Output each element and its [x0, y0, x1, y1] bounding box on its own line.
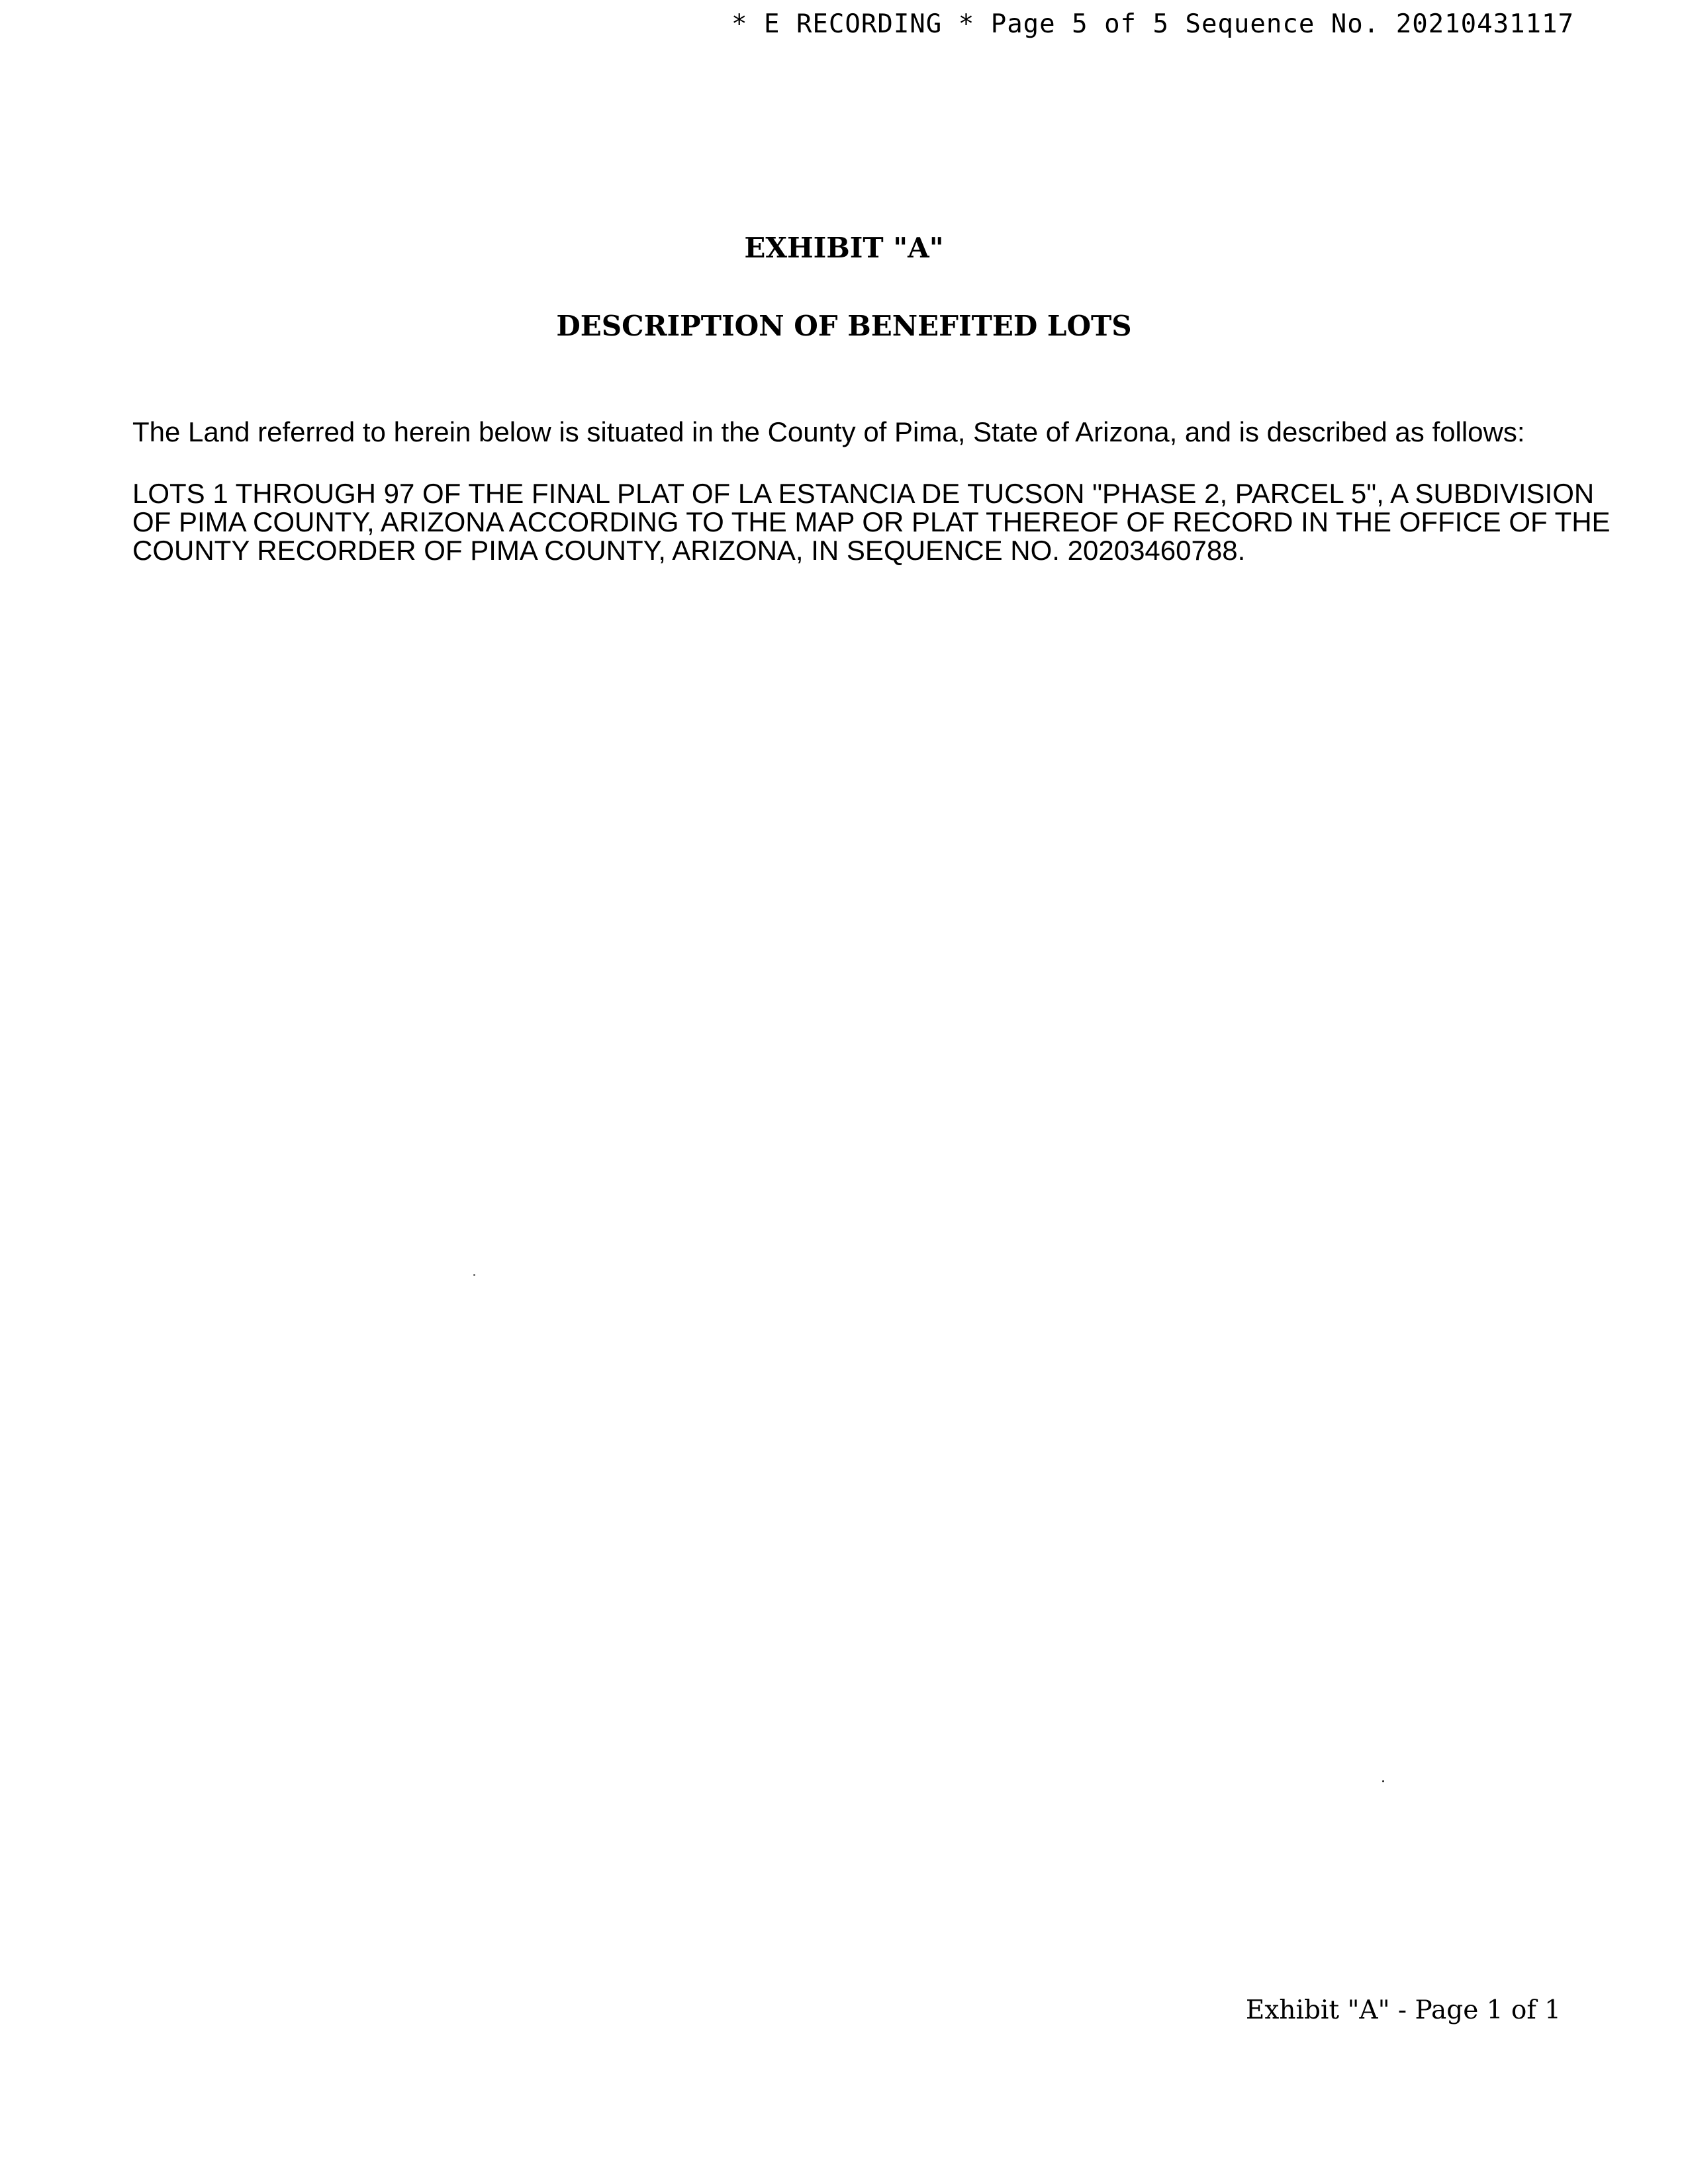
- legal-description-line: LOTS 1 THROUGH 97 OF THE FINAL PLAT OF LA ESTANCIA DE TUCSON "PHASE 2, PARCEL 5", A SUBDIVISION: [132, 478, 1595, 509]
- legal-description-line: OF PIMA COUNTY, ARIZONA ACCORDING TO THE MAP OR PLAT THEREOF OF RECORD IN THE OFFICE OF THE: [132, 506, 1611, 537]
- exhibit-title: EXHIBIT "A": [744, 232, 944, 264]
- exhibit-subtitle: DESCRIPTION OF BENEFITED LOTS: [556, 310, 1132, 342]
- intro-paragraph: The Land referred to herein below is situated in the County of Pima, State of Arizona, and is described as follows:: [132, 416, 1525, 447]
- legal-description: [132, 478, 1611, 566]
- page-footer: Exhibit "A" - Page 1 of 1: [1245, 1995, 1561, 2025]
- scan-speck: [1382, 1780, 1384, 1782]
- scan-speck: [473, 1274, 475, 1276]
- legal-description-line: COUNTY RECORDER OF PIMA COUNTY, ARIZONA, IN SEQUENCE NO. 20203460788.: [132, 535, 1246, 566]
- recording-stamp-header: * E RECORDING * Page 5 of 5 Sequence No. 20210431117: [731, 9, 1574, 39]
